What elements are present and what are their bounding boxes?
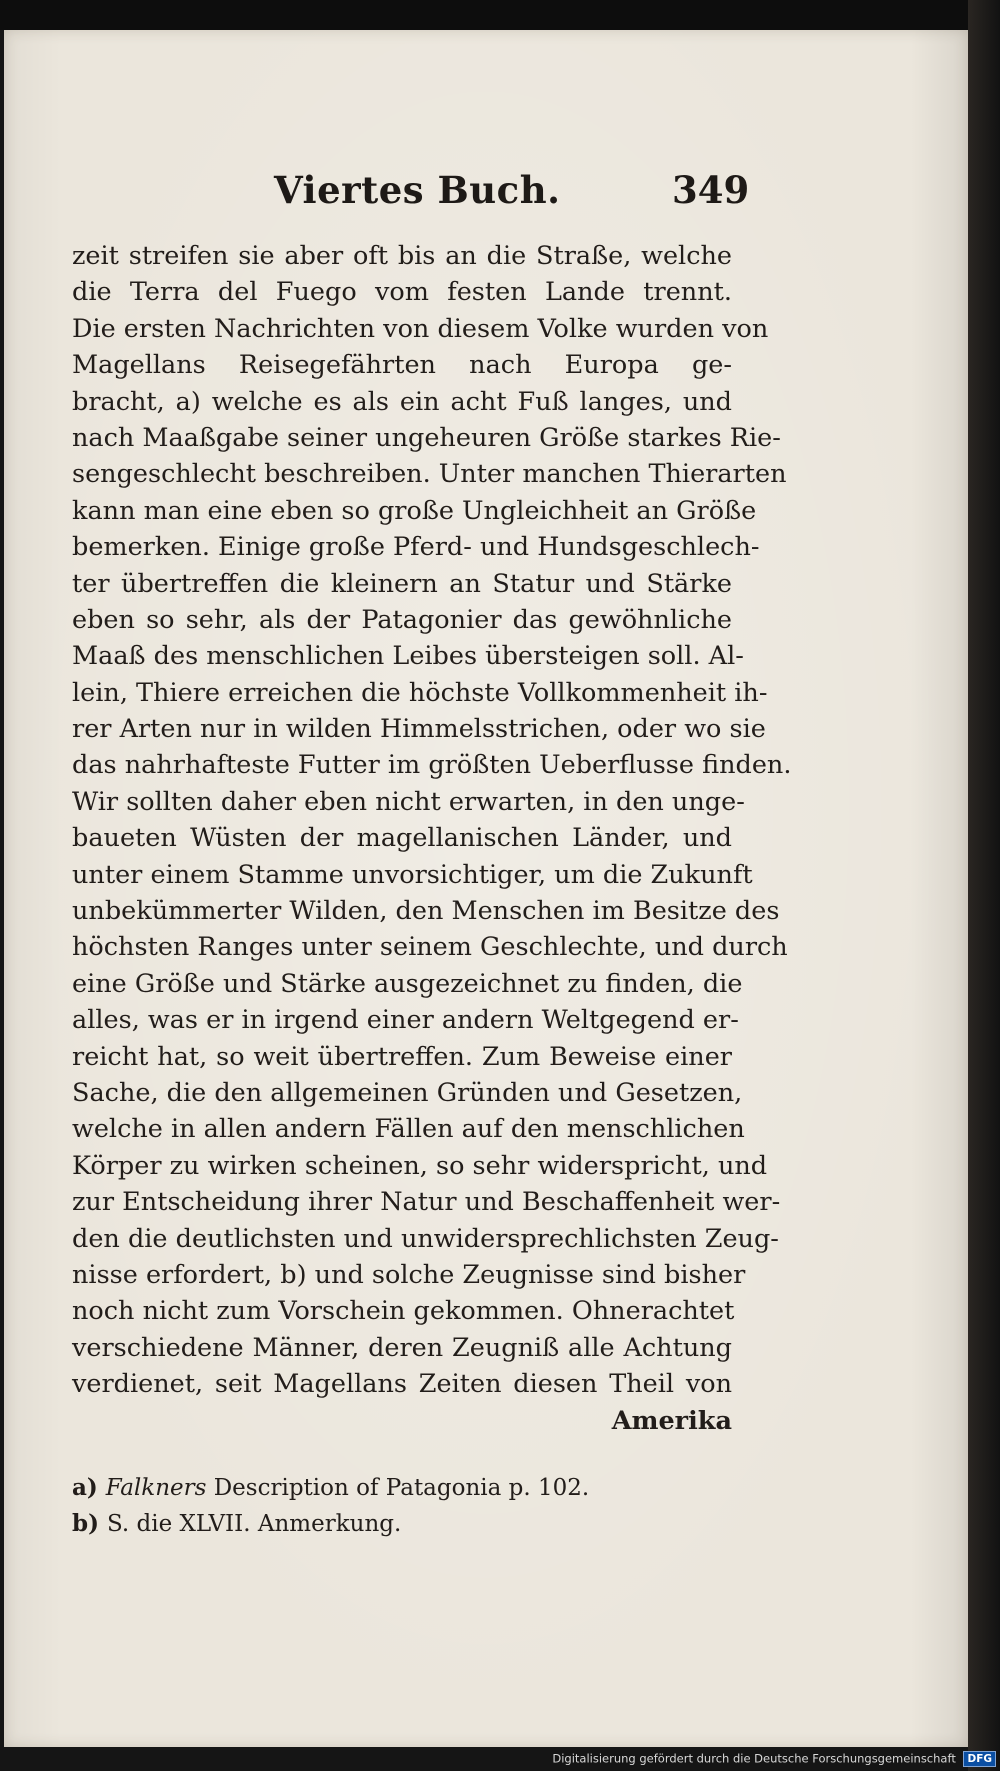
text-line: verdienet, seit Magellans Zeiten diesen Theil von [72,1369,732,1400]
running-head: Viertes Buch. [274,168,561,212]
text-line: den die deutlichsten und unwidersprechlichsten Zeug- [72,1223,779,1254]
text-line: Sache, die den allgemeinen Gründen und Gesetzen, [72,1077,743,1108]
text-line: Wir sollten daher eben nicht erwarten, in den unge- [72,786,745,817]
text-line: Magellans Reisegefährten nach Europa ge- [72,350,732,381]
book-spine-edge [968,0,1000,1771]
text-line: unbekümmerter Wilden, den Menschen im Besitze des [72,896,780,927]
footnote [72,1470,732,1506]
text-line: eben so sehr, als der Patagonier das gewöhnliche [72,604,732,635]
dfg-logo: DFG [963,1751,996,1767]
text-line: rer Arten nur in wilden Himmelsstrichen, oder wo sie [72,714,766,745]
book-page [4,30,968,1747]
text-line: baueten Wüsten der magellanischen Länder, und [72,823,732,854]
footnote-author: Falkners [105,1475,207,1501]
text-line: verschiedene Männer, deren Zeugniß alle Achtung [72,1332,732,1363]
text-line: das nahrhafteste Futter im größten Ueberflusse finden. [72,750,792,781]
footnotes [72,1470,732,1542]
digitization-credit [552,1751,996,1769]
credit-text: Digitalisierung gefördert durch die Deutsche Forschungsgemeinschaft [552,1751,956,1766]
body-text [72,238,792,1439]
text-line: nisse erfordert, b) und solche Zeugnisse sind bisher [72,1259,746,1290]
page-header [4,168,968,218]
text-line: sengeschlecht beschreiben. Unter manchen Thierarten [72,459,787,490]
text-line: zur Entscheidung ihrer Natur und Beschaffenheit wer- [72,1187,781,1218]
footnote-text: Description of Patagonia p. 102. [206,1475,590,1501]
text-line: bemerken. Einige große Pferd- und Hundsgeschlech- [72,532,760,563]
footnote-text: S. die XLVII. Anmerkung. [106,1511,402,1537]
text-line: Die ersten Nachrichten von diesem Volke wurden von [72,313,769,344]
footnote [72,1506,732,1542]
text-line: die Terra del Fuego vom festen Lande trennt. [72,277,732,308]
scan-frame-top [0,0,1000,30]
text-line: eine Größe und Stärke ausgezeichnet zu finden, die [72,968,743,999]
text-line: höchsten Ranges unter seinem Geschlechte, und durch [72,932,788,963]
text-line: Maaß des menschlichen Leibes übersteigen soll. Al- [72,641,744,672]
text-line: alles, was er in irgend einer andern Weltgegend er- [72,1005,739,1036]
text-line: welche in allen andern Fällen auf den menschlichen [72,1114,745,1145]
footnote-marker: a) [72,1474,98,1501]
text-line: nach Maaßgabe seiner ungeheuren Größe starkes Rie- [72,422,781,453]
footnote-marker: b) [72,1510,99,1537]
text-line: noch nicht zum Vorschein gekommen. Ohnerachtet [72,1296,735,1327]
text-line: kann man eine eben so große Ungleichheit an Größe [72,495,757,526]
text-line: lein, Thiere erreichen die höchste Vollkommenheit ih- [72,677,768,708]
text-line: Körper zu wirken scheinen, so sehr widerspricht, und [72,1150,768,1181]
text-line: ter übertreffen die kleinern an Statur und Stärke [72,568,732,599]
text-line: bracht, a) welche es als ein acht Fuß langes, und [72,386,732,417]
text-line: reicht hat, so weit übertreffen. Zum Beweise einer [72,1041,732,1072]
text-line: unter einem Stamme unvorsichtiger, um die Zukunft [72,859,753,890]
catchword: Amerika [611,1405,732,1436]
text-line: zeit streifen sie aber oft bis an die Straße, welche [72,241,732,271]
page-number: 349 [672,168,750,212]
